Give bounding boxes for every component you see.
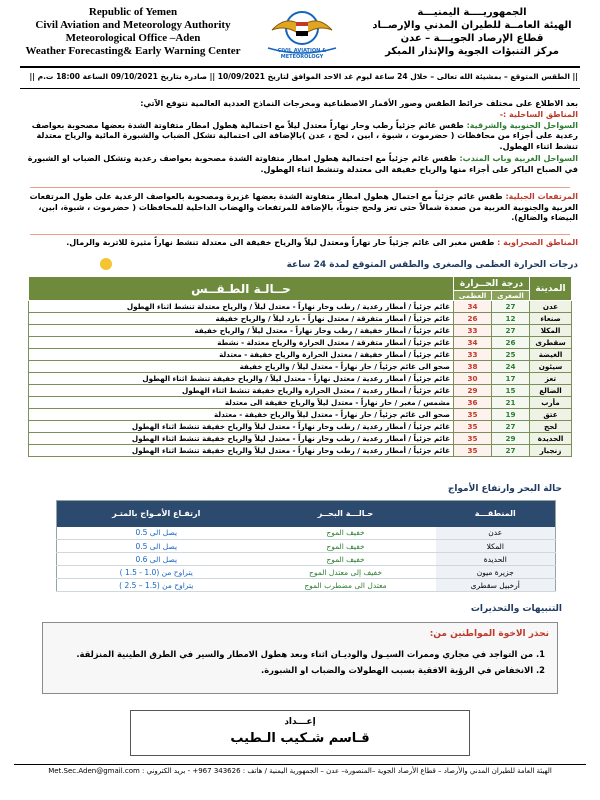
col-area-header: المنطقـــة — [436, 501, 556, 527]
sea-area-cell: الحديدة — [436, 553, 556, 566]
warnings-section-title: التنبيهات والتحذيرات — [470, 604, 562, 614]
city-cell: عدن — [530, 301, 572, 313]
warnings-box — [42, 622, 558, 694]
prepared-by-label: إعـــداد — [284, 717, 316, 727]
sea-state-cell: معتدل الى مضطرب الموج — [256, 579, 436, 592]
min-temp-cell: 27 — [492, 445, 530, 457]
arabic-header — [352, 6, 592, 58]
city-cell: سيئون — [530, 361, 572, 373]
weather-cell: صحو الى غائم جزئياً / حار نهاراً - معتدل ليلاً والرياح خفيفة - معتدلة — [29, 409, 454, 421]
min-temp-cell: 27 — [492, 301, 530, 313]
table-row — [29, 349, 572, 361]
city-cell: زنجبار — [530, 445, 572, 457]
english-header — [8, 6, 258, 58]
col-temp-header: درجة الحــرارة — [454, 277, 530, 291]
table-row — [57, 527, 556, 540]
warning-item: 2. الانخفاض في الرؤية الافقية بسبب الهطولات والضباب او الشبورة. — [261, 665, 545, 675]
en-line-4: Weather Forecasting& Early Warning Center — [25, 45, 241, 57]
city-cell: المكلا — [530, 325, 572, 337]
en-line-1: Republic of Yemen — [88, 6, 178, 18]
prepared-by-box — [130, 710, 470, 756]
east-coast-text: طقس غائم جزئياً رطب وحار نهاراً معتدل ليلاً مع احتمالية هطول امطار متفاوتة الشدة بعضها مصحوبة بعواصف رعدية على أجزاء من محافظات ( حضرموت ، شبوة ، ابين ، لحج ، عدن )بالإضافة الى احتمالية تشكل الضباب والشبورة المائية والرياح معتدلة تنشط اثناء الهطول. — [31, 120, 578, 151]
city-cell: تعز — [530, 373, 572, 385]
max-temp-cell: 34 — [454, 337, 492, 349]
temperature-section-title: درجات الحرارة العظمى والصغرى والطقس المتوقع لمدة 24 ساعة — [286, 260, 578, 270]
footer-contact: الهيئة العامة للطيران المدني والأرصاد – قطاع الأرصاد الجوية –المنصورة– عدن – الجمهورية اليمنية / هاتف : 343626 967+ - بريد الكتروني : Met.Sec.Aden@gmail.com — [14, 764, 586, 775]
coastal-title: المناطق الساحلية :- — [499, 110, 578, 119]
city-cell: الحديدة — [530, 433, 572, 445]
col-max-header: العظمى — [454, 291, 492, 301]
desert-text: طقس مغبر الى غائم جزئياً حار نهاراً ومعتدل ليلاً والرياح خفيفة الى معتدلة تنشط نهاراً مثيرة للاتربة والرمال. — [66, 238, 495, 247]
wave-height-cell: يتراوح من (1.0 - 1.5 ) — [57, 566, 256, 579]
en-line-3: Meteorological Office –Aden — [65, 32, 201, 44]
wave-height-cell: يصل الى 0.5 — [57, 540, 256, 553]
city-cell: صنعاء — [530, 313, 572, 325]
min-temp-cell: 12 — [492, 313, 530, 325]
warning-item: 1. من التواجد في مجاري وممرات السيـول والوديـان اثناء وبعد هطول الامطار والسير في الطرق الطينية المنزلقة. — [76, 649, 545, 659]
table-row — [29, 337, 572, 349]
weather-cell: غائم جزئياً / أمطار رعدية / رطب وحار نهاراً - معتدل ليلاً والرياح خفيفة تنشط اثناء الهطول — [29, 445, 454, 457]
sea-area-cell: جزيرة ميون — [436, 566, 556, 579]
table-row — [57, 553, 556, 566]
intro-text: بعد الاطلاع على مختلف خرائط الطقس وصور الأقمار الاصطناعية ومخرجات النماذج العددية العالمية نتوقع الآتي: — [140, 99, 578, 108]
weather-cell: صحو الى غائم جزئياً / حار نهاراً - معتدل ليلاً / والرياح خفيفة — [29, 361, 454, 373]
min-temp-cell: 27 — [492, 421, 530, 433]
table-row — [29, 325, 572, 337]
wave-height-cell: يصل الى 0.6 — [57, 553, 256, 566]
desert-section — [22, 238, 578, 249]
temperature-table — [28, 276, 572, 457]
min-temp-cell: 26 — [492, 337, 530, 349]
sea-section-title: حالة البحر وارتفاع الأمواج — [447, 484, 562, 494]
forecaster-name: قـاسم شـكيب الـطيب — [230, 731, 370, 746]
min-temp-cell: 27 — [492, 325, 530, 337]
table-row — [57, 579, 556, 592]
sea-state-cell: خفيف الموج — [256, 553, 436, 566]
col-weather-header: حــالـة الطـقــس — [29, 277, 454, 301]
section-divider — [30, 187, 570, 188]
max-temp-cell: 34 — [454, 301, 492, 313]
sea-area-cell: عدن — [436, 527, 556, 540]
sea-area-cell: المكلا — [436, 540, 556, 553]
heights-title: المرتفعات الجبلية: — [505, 192, 578, 201]
table-row — [29, 421, 572, 433]
wave-height-cell: يتراوح من (1.5 – 2.5 ) — [57, 579, 256, 592]
max-temp-cell: 36 — [454, 397, 492, 409]
west-coast-text: طقس غائم جزئياً مع احتمالية هطول امطار متفاوتة الشدة مصحوبة بعواصف رعدية وتشكل الضباب او الشبورة في الصباح الباكر على أجزاء منها والرياح خفيفة الى معتدلة وتنشط اثناء الهطول. — [27, 154, 578, 174]
max-temp-cell: 35 — [454, 409, 492, 421]
max-temp-cell: 33 — [454, 325, 492, 337]
table-row — [29, 445, 572, 457]
city-cell: مأرب — [530, 397, 572, 409]
coastal-section — [22, 110, 578, 175]
table-row — [29, 409, 572, 421]
weather-cell: غائم جزئياً / أمطار خفيفة / معتدل الحرارة والرياح خفيفة - معتدلة — [29, 349, 454, 361]
weather-cell: غائم جزئياً / أمطار رعدية / رطب وحار نهاراً - معتدل ليلاً / والرياح معتدلة تنشط اثناء الهطول — [29, 301, 454, 313]
min-temp-cell: 15 — [492, 385, 530, 397]
table-row — [29, 361, 572, 373]
ar-line-1: الجمهوريــــة اليمنيـــة — [417, 7, 527, 18]
weather-cell: غائم جزئياً / أمطار خفيفة / رطب وحار نهاراً - معتدل ليلاً / والرياح خفيفة — [29, 325, 454, 337]
max-temp-cell: 29 — [454, 385, 492, 397]
col-city-header: المدينة — [530, 277, 572, 301]
min-temp-cell: 25 — [492, 349, 530, 361]
header-rule — [20, 66, 580, 68]
weather-cell: غائم جزئياً / أمطار رعدية / رطب وحار نهاراً - معتدل ليلاً والرياح خفيفة تنشط اثناء الهطول — [29, 421, 454, 433]
city-cell: الضالع — [530, 385, 572, 397]
max-temp-cell: 33 — [454, 349, 492, 361]
max-temp-cell: 30 — [454, 373, 492, 385]
max-temp-cell: 35 — [454, 421, 492, 433]
min-temp-cell: 17 — [492, 373, 530, 385]
min-temp-cell: 24 — [492, 361, 530, 373]
col-wave-header: ارتفـاع الأمـواج بالمتـر — [57, 501, 256, 527]
east-coast-title: السواحل الجنوبية والشرقية: — [466, 120, 578, 130]
table-row — [57, 566, 556, 579]
city-cell: سقطرى — [530, 337, 572, 349]
table-row — [57, 540, 556, 553]
weather-cell: غائم جزئياً / أمطار رعدية / معتدل الحرارة والرياح خفيفة تنشط اثناء الهطول — [29, 385, 454, 397]
heights-section — [22, 192, 578, 224]
ar-line-2: الهيئة العامــة للطيران المدني والإرصــاد — [372, 20, 572, 31]
validity-rule — [20, 88, 580, 89]
heights-text: طقس غائم جزئياً مع احتمال هطول امطار متفاوتة الشدة بعضها غزيرة ومصحوبة بالعواصف الرعدية على طول المرتفعات الغربية والجنوبية الغربية من صعدة شمالاً حتى تعز ولحج جنوباً، بالإضافة للمرتفعات والهضاب الداخلية للمحافظات ( حضرموت ، شبوة، ابين، البيضاء والضالع). — [29, 192, 578, 222]
city-cell: لحج — [530, 421, 572, 433]
sea-area-cell: أرخبيل سقطرى — [436, 579, 556, 592]
weather-cell: مشمس / مغبر / حار نهاراً - معتدل ليلاً والرياح خفيفة الى معتدلة — [29, 397, 454, 409]
max-temp-cell: 35 — [454, 445, 492, 457]
weather-cell: غائم جزئياً / أمطار رعدية / رطب وحار نهاراً - معتدل ليلاً والرياح خفيفة تنشط اثناء الهطول — [29, 433, 454, 445]
table-row — [29, 313, 572, 325]
city-cell: عتق — [530, 409, 572, 421]
west-coast-title: السواحل الغربية وباب المندب: — [459, 154, 578, 163]
weather-cell: غائم جزئياً / أمطار متفرقة / معتدل الحرارة والرياح معتدلة - نشطة — [29, 337, 454, 349]
warnings-head: نحذر الاخوة المواطنين من: — [429, 629, 549, 639]
max-temp-cell: 35 — [454, 433, 492, 445]
max-temp-cell: 38 — [454, 361, 492, 373]
col-min-header: الصغرى — [492, 291, 530, 301]
ar-line-3: قطاع الإرصاد الجويـــة – عدن — [400, 33, 544, 44]
wave-height-cell: يصل الى 0.5 — [57, 527, 256, 540]
min-temp-cell: 19 — [492, 409, 530, 421]
max-temp-cell: 26 — [454, 313, 492, 325]
en-line-2: Civil Aviation and Meteorology Authority — [35, 19, 231, 31]
sea-state-cell: خفيف الموج — [256, 527, 436, 540]
min-temp-cell: 21 — [492, 397, 530, 409]
weather-cell: غائم جزئياً / أمطار رعدية / معتدل نهاراً - معتدل ليلاً / والرياح خفيفة تنشط اثناء الهطول — [29, 373, 454, 385]
ar-line-4: مركز التنبؤات الجوية والإنذار المبكر — [385, 46, 559, 57]
table-row — [29, 301, 572, 313]
table-row — [29, 433, 572, 445]
table-row — [29, 385, 572, 397]
logo-caption: CIVIL AVIATION & METEOROLOGY — [277, 48, 327, 60]
col-state-header: حـالـــة البحــر — [256, 501, 436, 527]
sea-state-table — [56, 500, 556, 592]
weather-cell: غائم جزئياً / أمطار متفرقة / معتدل نهاراً - بارد ليلاً / والرياح خفيفة — [29, 313, 454, 325]
table-row — [29, 397, 572, 409]
sea-state-cell: خفيف إلى معتدل الموج — [256, 566, 436, 579]
forecast-validity-line: || الطقس المتوقع – بمشيئة الله تعالى – خلال 24 ساعة ليوم غد الاحد الموافق لتاريخ 10/09/2021 || صادرة بتاريخ 09/10/2021 الساعة 18:00 ت.م || — [29, 72, 578, 81]
sun-icon — [100, 258, 112, 270]
desert-title: المناطق الصحراوية : — [497, 238, 578, 247]
city-cell: الغيضة — [530, 349, 572, 361]
section-divider — [30, 234, 570, 235]
min-temp-cell: 29 — [492, 433, 530, 445]
sea-state-cell: خفيف الموج — [256, 540, 436, 553]
table-row — [29, 373, 572, 385]
